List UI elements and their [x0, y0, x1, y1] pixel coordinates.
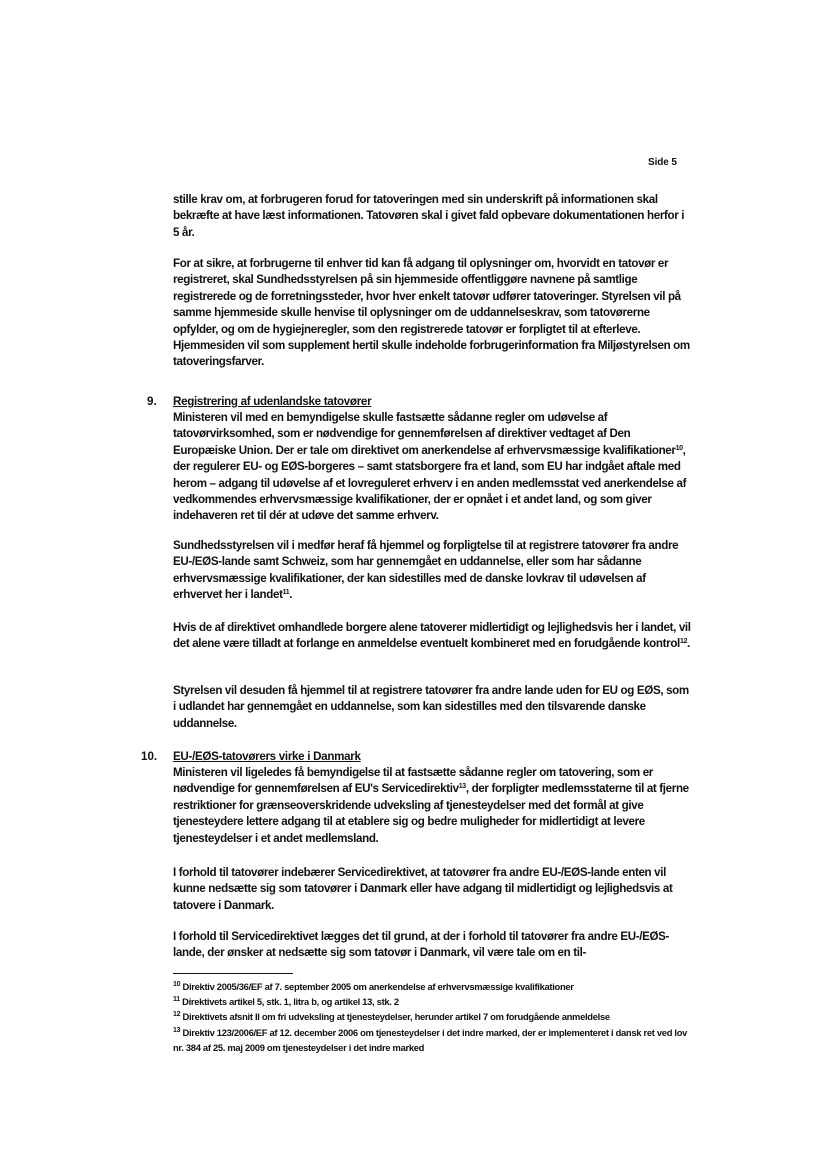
website-paragraph — [173, 256, 693, 371]
intro-paragraph-text: stille krav om, at forbrugeren forud for tatoveringen med sin underskrift på informationen skal bekræfte at have læst informationen. Tatovøren skal i givet fald opbevare dokumentationen herfor i 5 år. — [173, 193, 685, 239]
footnote-separator — [173, 973, 293, 974]
section-9-paragraph-1-text — [173, 410, 693, 525]
footnote-ref-10: 10 — [675, 444, 683, 452]
section-9-paragraph-2 — [173, 538, 693, 604]
section-10-number: 10. — [141, 750, 158, 763]
footnote-text: Direktivets afsnit II om fri udveksling at tjenesteydelser, herunder artikel 7 om forudgående anmeldelse — [182, 1011, 610, 1023]
footnote-marker: 12 — [173, 1011, 181, 1019]
footnote-marker: 10 — [173, 981, 181, 988]
section-9-number: 9. — [147, 395, 157, 408]
footnote-ref-13: 13 — [458, 783, 466, 791]
section-10-paragraph-3 — [173, 929, 693, 962]
text-run: Sundhedsstyrelsen vil i medfør heraf få hjemmel og forpligtelse til at registrere tatovører fra andre EU-/EØS-lande samt Schweiz, som har gennemgået en uddannelse, eller som har sådanne erhvervsmæssige kvalifikationer, der kan sidestilles med de danske lovkrav til udøvelsen af erhvervet her i landet — [173, 539, 679, 602]
section-9-paragraph-3 — [173, 620, 693, 653]
section-9-paragraph-4-text: Styrelsen vil desuden få hjemmel til at registrere tatovører fra andre lande uden for EU og EØS, som i udlandet har gennemgået en uddannelse, som kan sidestilles med den tilsvarende danske uddannelse. — [173, 684, 689, 730]
section-9-paragraph-3-text — [173, 620, 693, 653]
text-run: Ministeren vil med en bemyndigelse skulle fastsætte sådanne regler om udøvelse af tatovørvirksomhed, som er nødvendige for gennemførelsen af direktiver vedtaget af Den Europæiske Union. Der er tale om direktivet om anerkendelse af erhvervsmæssige kvalifikationer — [173, 411, 676, 457]
section-10-paragraph-1 — [173, 765, 693, 847]
text-run: . — [687, 637, 690, 651]
footnote-13 — [173, 1025, 693, 1055]
footnote-12 — [173, 1009, 693, 1024]
footnote-marker: 11 — [173, 996, 180, 1004]
footnote-ref-11: 11 — [282, 589, 290, 597]
section-10-paragraph-2 — [173, 865, 693, 914]
intro-paragraph — [173, 192, 693, 241]
section-9-paragraph-2-text — [173, 538, 693, 604]
text-run: . — [289, 588, 293, 602]
footnote-marker: 13 — [173, 1026, 181, 1034]
text-run: Ministeren vil ligeledes få bemyndigelse til at fastsætte sådanne regler om tatovering, som er nødvendige for gennemførelsen af EU's Servicedirektiv — [173, 766, 653, 796]
section-10-heading: EU-/EØS-tatovørers virke i Danmark — [173, 750, 361, 763]
footnote-10 — [173, 979, 693, 994]
text-run: , der regulerer EU- og EØS-borgeres – samt statsborgere fra et land, som EU har indgået aftale med herom – adgang til udøvelse af et lovreguleret erhverv i en anden medlemsstat ved anerkendelse af vedkommendes erhvervsmæssige kvalifikationer, der er opnået i et andet land, og som giver indehaveren ret til dér at udøve det samme erhverv. — [173, 443, 687, 523]
footnote-text: Direktivets artikel 5, stk. 1, litra b, og artikel 13, stk. 2 — [182, 996, 399, 1008]
website-paragraph-text: For at sikre, at forbrugerne til enhver tid kan få adgang til oplysninger om, hvorvidt en tatovør er registreret, skal Sundhedsstyrelsen på sin hjemmeside offentliggøre navnene på samtlige registrerede og de forretningssteder, hvor hver enkelt tatovør udfører tatoveringer. Styrelsen vil på samme hjemmeside skulle henvise til oplysninger om de uddannelseskrav, som tatovørerne opfylder, og om de hygiejneregler, som den registrerede tatovør er forpligtet til at efterleve. Hjemmesiden vil som supplement hertil skulle indeholde forbrugerinformation fra Miljøstyrelsen om tatoveringsfarver. — [173, 257, 690, 369]
page-number: Side 5 — [648, 157, 677, 168]
section-10-paragraph-2-text: I forhold til tatovører indebærer Servicedirektivet, at tatovører fra andre EU-/EØS-lande enten vil kunne nedsætte sig som tatovører i Danmark eller have adgang til midlertidigt og lejlighedsvis at tatovere i Danmark. — [173, 866, 673, 912]
footnote-text: Direktiv 2005/36/EF af 7. september 2005 om anerkendelse af erhvervsmæssige kvalifikationer — [182, 981, 574, 992]
text-run: Hvis de af direktivet omhandlede borgere alene tatoverer midlertidigt og lejlighedsvis her i landet, vil det alene være tilladt at forlange en anmeldelse eventuelt kombineret med en forudgående kontrol — [173, 621, 691, 651]
section-10-paragraph-1-text — [173, 765, 693, 847]
text-run: , der forpligter medlemsstaterne til at fjerne restriktioner for grænseoverskridende udveksling af tjenesteydelser med det formål at give tjenesteydere lettere adgang til at etablere sig og bedre muligheder for midlertidigt at levere tjenesteydelser i et andet medlemsland. — [173, 782, 689, 845]
footnote-11 — [173, 994, 693, 1009]
footnotes — [173, 979, 693, 1055]
footnote-ref-12: 12 — [679, 638, 688, 646]
section-9-paragraph-1 — [173, 410, 693, 525]
section-10-paragraph-3-text: I forhold til Servicedirektivet lægges det til grund, at der i forhold til tatovører fra andre EU-/EØS-lande, der ønsker at nedsætte sig som tatovør i Danmark, vil være tale om en til- — [173, 930, 670, 960]
footnote-text: Direktiv 123/2006/EF af 12. december 2006 om tjenesteydelser i det indre marked, der er implementeret i dansk ret ved lov nr. 384 af 25. maj 2009 om tjenesteydelser i det indre marked — [173, 1026, 688, 1053]
section-9-heading: Registrering af udenlandske tatovører — [173, 395, 372, 408]
section-9-paragraph-4 — [173, 683, 693, 732]
